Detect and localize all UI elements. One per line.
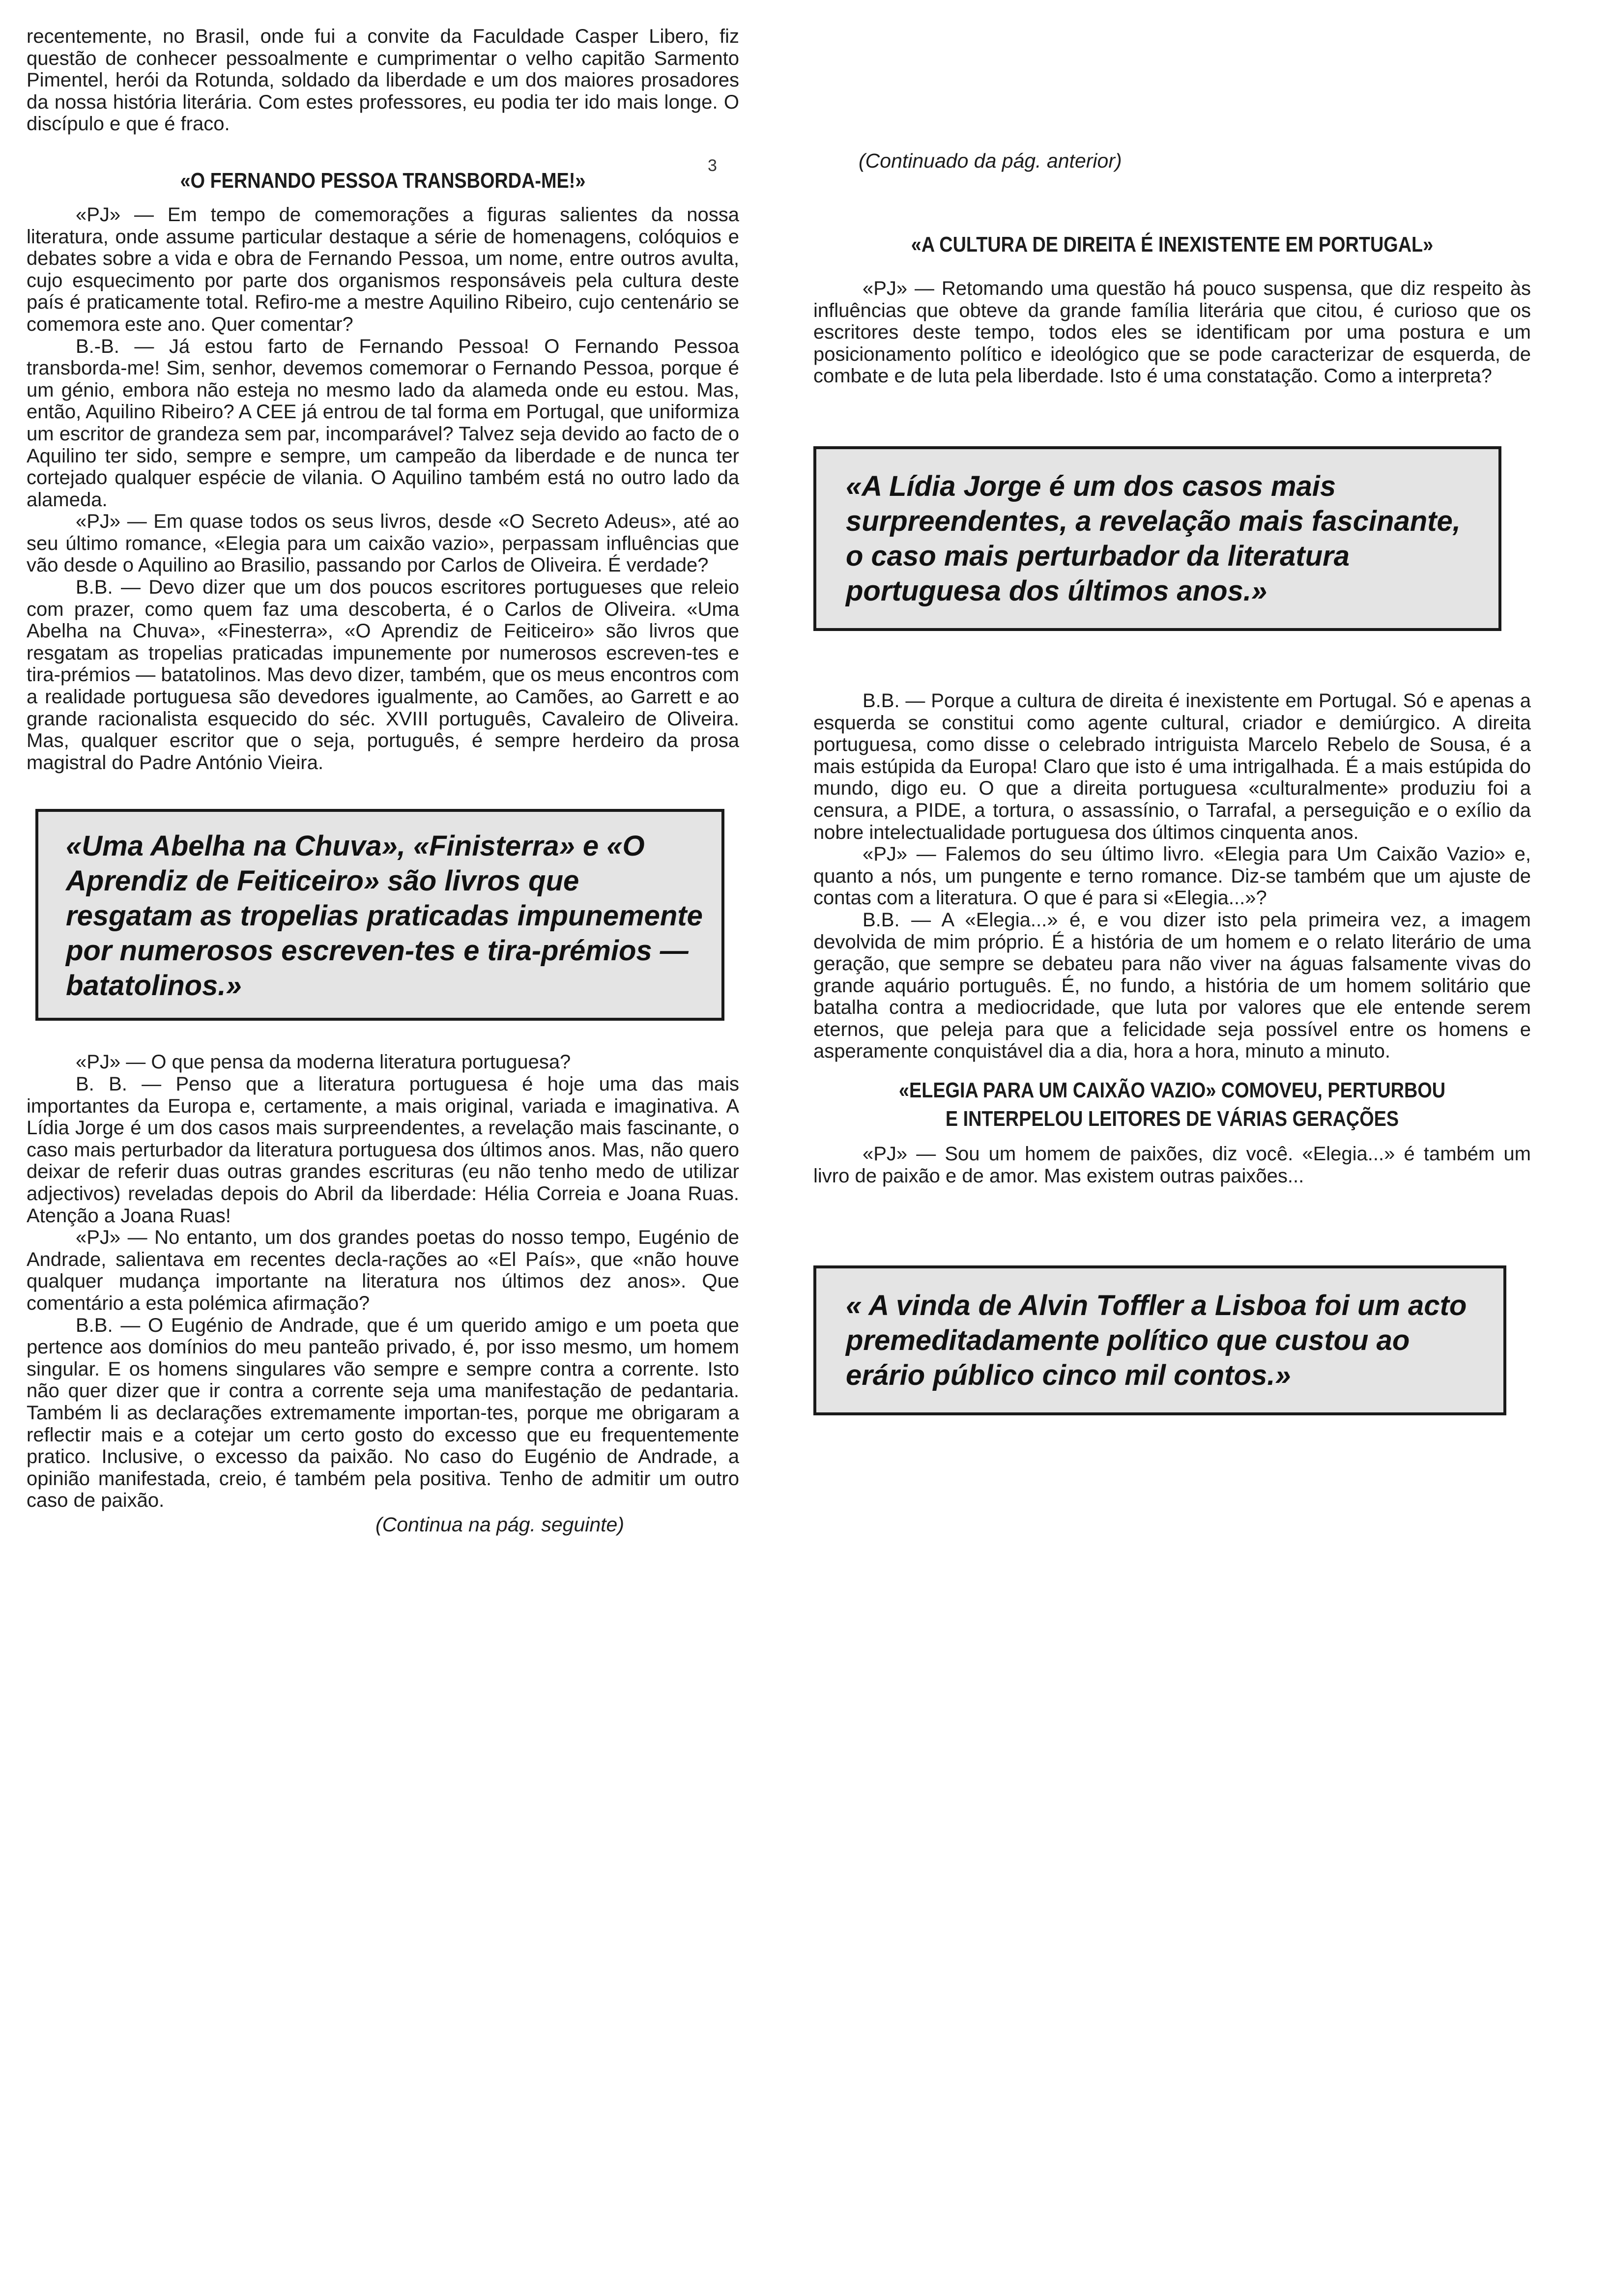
answer-carlos-oliveira: B.B. — Devo dizer que um dos poucos escritores portugueses que releio com prazer, como quem faz uma descoberta, é o Carlos de Oliveira. «Uma Abelha na Chuva», «Finesterra», «O Aprendiz de Feiticeiro» são livros que resgatam as tropelias praticadas impunemente por numerosos escreven-tes e tira-prémios — batatolinos. Mas devo dizer, também, que os meus encontros com a realidade portuguesa são devedores igualmente, ao Camões, ao Garrett e ao grande racionalista esquecido do séc. XVIII português, Cavaleiro de Oliveira. Mas, qualquer escritor que o seja, português, é sempre herdeiro da prosa magistral do Padre António Vieira. <box>27 576 739 774</box>
pull-quote-lidia-jorge-text: «A Lídia Jorge é um dos casos mais surpreendentes, a revelação mais fascinante, o caso mais perturbador da literatura portuguesa dos últimos anos.» <box>846 470 1461 607</box>
left-column <box>27 26 739 1535</box>
question-influences: «PJ» — Em quase todos os seus livros, desde «O Secreto Adeus», até ao seu último romance, «Elegia para um caixão vazio», perpassam influências que vão desde o Aquilino ao Brasilio, passando por Carlos de Oliveira. É verdade? <box>27 511 739 576</box>
section-heading-elegia-line-1: «ELEGIA PARA UM CAIXÃO VAZIO» COMOVEU, PERTURBOU <box>898 1078 1446 1103</box>
question-aquilino: «PJ» — Em tempo de comemorações a figuras salientes da nossa literatura, onde assume particular destaque a série de homenagens, colóquios e debates sobre a vida e obra de Fernando Pessoa, um nome, entre outros avulta, cujo esquecimento por parte dos organismos responsáveis pela cultura deste país é praticamente total. Refiro-me a mestre Aquilino Ribeiro, cujo centenário se comemora este ano. Quer comentar? <box>27 203 739 335</box>
question-left-wing: «PJ» — Retomando uma questão há pouco suspensa, que diz respeito às influências que obteve da grande família literária que citou, é curioso que os escritores deste tempo, todos eles se identificam por uma postura e um posicionamento político e ideológico que se pode caracterizar de esquerda, de combate e de luta pela liberdade. Isto é uma constatação. Como a interpreta? <box>813 278 1531 387</box>
answer-pessoa: B.-B. — Já estou farto de Fernando Pessoa! O Fernando Pessoa transborda-me! Sim, senhor, devemos comemorar o Fernando Pessoa, porque é um génio, embora não esteja no mesmo lado da alameda onde eu estou. Mas, então, Aquilino Ribeiro? A CEE já entrou de tal forma em Portugal, que uniformiza um escritor de grandeza sem par, incomparável? Talvez seja devido ao facto de o Aquilino ter sido, sempre e sempre, um campeão da liberdade e de nunca ter cortejado qualquer espécie de vilania. O Aquilino também está no outro lado da alameda. <box>27 335 739 511</box>
question-modern-literature: «PJ» — O que pensa da moderna literatura portuguesa? <box>76 1051 571 1073</box>
answer-modern-literature: B. B. — Penso que a literatura portuguesa é hoje uma das mais importantes da Europa e, certamente, a mais original, variada e imaginativa. A Lídia Jorge é um dos casos mais surpreendentes, a revelação mais fascinante, o caso mais perturbador da literatura portuguesa dos últimos anos. Mas, não quero deixar de referir duas outras grandes escrituras (eu não tenho medo de utilizar adjectivos) reveladas depois do Abril da liberdade: Hélia Correia e Joana Ruas. Atenção a Joana Ruas! <box>27 1073 739 1227</box>
page-mark: 3 <box>708 156 717 175</box>
question-eugenio: «PJ» — No entanto, um dos grandes poetas do nosso tempo, Eugénio de Andrade, salientava em recentes decla-rações ao «El País», que «não houve qualquer mudança importante na literatura nos últimos dez anos». Que comentário a esta polémica afirmação? <box>27 1227 739 1314</box>
section-heading-pessoa: «O FERNANDO PESSOA TRANSBORDA-ME!» <box>180 168 586 193</box>
continued-from-previous-page: (Continuado da pág. anterior) <box>859 149 1122 172</box>
answer-elegia: B.B. — A «Elegia...» é, e vou dizer isto pela primeira vez, a imagem devolvida de mim próprio. É a história de um homem e o relato literário de uma geração, que sempre se debateu para não viver na águas falsamente vivas do grande aquário português. É, no fundo, a história de um homem solitário que batalha contra a mediocridade, que luta por valores que ele entende serem eternos, que peleja para que a felicidade seja possível entre os homens e asperamente conquistável dia a dia, hora a hora, minuto a minuto. <box>813 909 1531 1062</box>
pull-quote-toffler <box>813 1265 1506 1415</box>
right-column <box>813 150 1531 1415</box>
question-elegia: «PJ» — Falemos do seu último livro. «Elegia para Um Caixão Vazio» e, quanto a nós, um pungente e terno romance. Diz-se também que um ajuste de contas com a literatura. O que é para si «Elegia...»? <box>813 843 1531 909</box>
answer-eugenio: B.B. — O Eugénio de Andrade, que é um querido amigo e um poeta que pertence aos domínios do meu panteão privado, é, por isso mesmo, um homem singular. E os homens singulares vão sempre e sempre contra a corrente. Isto não quer dizer que ir contra a corrente seja uma manifestação de pedantaria. Também li as declarações extremamente importan-tes, porque me obrigaram a reflectir mais e a cotejar um certo gosto do excesso que eu frequentemente pratico. Inclusive, o excesso da paixão. No caso do Eugénio de Andrade, a opinião manifestada, creio, é também pela positiva. Tenho de admitir um outro caso de paixão. <box>27 1314 739 1512</box>
pull-quote-abelha-text: «Uma Abelha na Chuva», «Finisterra» e «O Aprendiz de Feiticeiro» são livros que resgatam as tropelias praticadas impunemente por numerosos escreven-tes e tira-prémios — batatolinos.» <box>66 830 703 1002</box>
pull-quote-abelha <box>35 809 724 1021</box>
intro-paragraph: recentemente, no Brasil, onde fui a convite da Faculdade Casper Libero, fiz questão de conhecer pessoalmente e cumprimentar o velho capitão Sarmento Pimentel, herói da Rotunda, soldado da liberdade e um dos maiores prosadores da nossa história literária. Com estes professores, eu podia ter ido mais longe. O discípulo e que é fraco. <box>27 26 739 135</box>
section-heading-cultura-direita: «A CULTURA DE DIREITA É INEXISTENTE EM PORTUGAL» <box>911 232 1434 257</box>
pull-quote-lidia-jorge <box>813 446 1501 631</box>
section-heading-elegia-line-2: E INTERPELOU LEITORES DE VÁRIAS GERAÇÕES <box>945 1107 1399 1131</box>
pull-quote-toffler-text: « A vinda de Alvin Toffler a Lisboa foi um acto premeditadamente político que custou ao erário público cinco mil contos.» <box>846 1290 1467 1392</box>
continued-next-page: (Continua na pág. seguinte) <box>375 1513 625 1536</box>
question-passions: «PJ» — Sou um homem de paixões, diz você. «Elegia...» é também um livro de paixão e de amor. Mas existem outras paixões... <box>813 1143 1531 1187</box>
answer-right-wing-culture: B.B. — Porque a cultura de direita é inexistente em Portugal. Só e apenas a esquerda se constitui como agente cultural, criador e demiúrgico. A direita portuguesa, como disse o celebrado intriguista Marcelo Rebelo de Sousa, é a mais estúpida da Europa! Claro que isto é uma intrigalhada. É a mais estúpida do mundo, digo eu. O que a direita portuguesa «culturalmente» produziu foi a censura, a PIDE, a tortura, o assassínio, o Tarrafal, a perseguição e o exílio da nobre intelectualidade portuguesa dos últimos cinquenta anos. <box>813 689 1531 843</box>
